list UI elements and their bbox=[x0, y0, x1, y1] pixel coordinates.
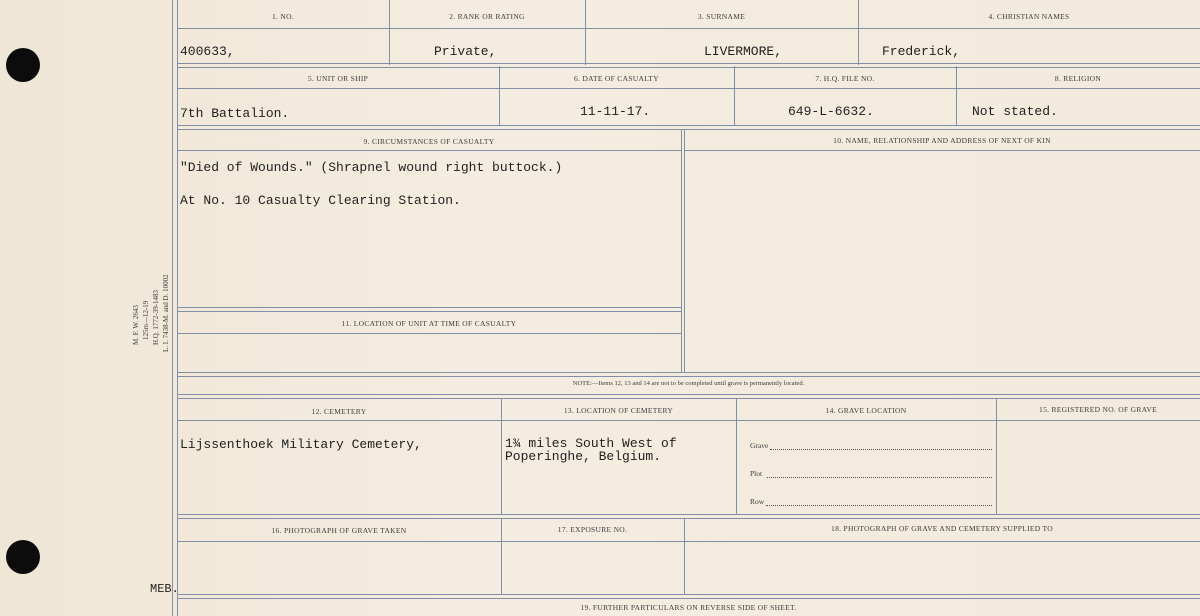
rule bbox=[177, 333, 681, 334]
circumstances-label: 9. CIRCUMSTANCES OF CASUALTY bbox=[363, 137, 495, 146]
photo-taken-label: 16. PHOTOGRAPH OF GRAVE TAKEN bbox=[271, 526, 407, 535]
rule bbox=[177, 420, 1200, 421]
rule bbox=[177, 88, 1200, 89]
rule bbox=[858, 0, 859, 65]
religion-value: Not stated. bbox=[972, 104, 1058, 119]
hq-reference: H.Q. 1772-39-1483 bbox=[152, 289, 160, 345]
grave-location-label: 14. GRAVE LOCATION bbox=[825, 406, 907, 415]
photo-supplied-label: 18. PHOTOGRAPH OF GRAVE AND CEMETERY SUPPLIED TO bbox=[831, 524, 1053, 533]
rule bbox=[736, 398, 737, 514]
christian-names-label: 4. CHRISTIAN NAMES bbox=[988, 12, 1070, 21]
row-field-line bbox=[766, 505, 992, 506]
row-field-label: Row bbox=[750, 497, 765, 506]
christian-names-value: Frederick, bbox=[882, 44, 961, 59]
plot-field-label: Plot bbox=[750, 469, 763, 478]
rule bbox=[177, 28, 1200, 29]
left-border bbox=[172, 0, 173, 616]
rule bbox=[585, 0, 586, 65]
cemetery-value: Lijssenthoek Military Cemetery, bbox=[180, 437, 422, 452]
grave-field-line bbox=[770, 449, 992, 450]
surname-value: LIVERMORE, bbox=[704, 44, 783, 59]
note-text: NOTE:—Items 12, 13 and 14 are not to be completed until grave is permanently located. bbox=[572, 380, 805, 387]
hq-file-label: 7. H.Q. FILE NO. bbox=[815, 74, 875, 83]
hq-file-value: 649-L-6632. bbox=[788, 104, 874, 119]
rule bbox=[389, 0, 390, 65]
rule bbox=[684, 150, 1200, 151]
religion-label: 8. RELIGION bbox=[1054, 74, 1102, 83]
cemetery-location-line1: 1¾ miles South West of bbox=[505, 436, 677, 451]
unit-label: 5. UNIT OR SHIP bbox=[307, 74, 369, 83]
location-of-unit-label: 11. LOCATION OF UNIT AT TIME OF CASUALTY bbox=[341, 319, 517, 328]
cemetery-location-line2: Poperinghe, Belgium. bbox=[505, 449, 662, 464]
rule bbox=[177, 372, 1200, 377]
unit-value: 7th Battalion. bbox=[180, 106, 290, 121]
rule bbox=[501, 398, 502, 514]
rank-value: Private, bbox=[434, 44, 497, 59]
rank-label: 2. RANK OR RATING bbox=[449, 12, 525, 21]
rule bbox=[177, 125, 1200, 130]
service-number: 400633, bbox=[180, 44, 235, 59]
clerk-initials: MEB. bbox=[150, 582, 179, 596]
rule bbox=[681, 129, 682, 372]
form-number: M. F. W. 2643 bbox=[132, 305, 140, 345]
exposure-no-label: 17. EXPOSURE NO. bbox=[557, 525, 628, 534]
plot-field-line bbox=[767, 477, 992, 478]
cemetery-label: 12. CEMETERY bbox=[311, 407, 367, 416]
surname-label: 3. SURNAME bbox=[697, 12, 746, 21]
print-run: 125m—12-19 bbox=[142, 300, 150, 340]
circumstances-line2: At No. 10 Casualty Clearing Station. bbox=[180, 193, 461, 208]
date-value: 11-11-17. bbox=[580, 104, 651, 119]
grave-field-label: Grave bbox=[750, 441, 769, 450]
no-label: 1. NO. bbox=[271, 12, 294, 21]
rule bbox=[177, 594, 1200, 599]
further-particulars-label: 19. FURTHER PARTICULARS ON REVERSE SIDE OF SHEET. bbox=[580, 603, 797, 612]
punch-hole bbox=[6, 48, 40, 82]
rule bbox=[177, 394, 1200, 399]
rule bbox=[177, 514, 1200, 519]
circumstances-line1: "Died of Wounds." (Shrapnel wound right buttock.) bbox=[180, 160, 563, 175]
li-reference: L. I. 7438-M. and D. 10002 bbox=[162, 274, 170, 352]
rule bbox=[684, 129, 685, 372]
rule bbox=[177, 307, 681, 312]
rule bbox=[177, 63, 1200, 68]
registered-no-label: 15. REGISTERED NO. OF GRAVE bbox=[1039, 405, 1157, 414]
location-of-cemetery-label: 13. LOCATION OF CEMETERY bbox=[563, 406, 674, 415]
rule bbox=[996, 398, 997, 514]
date-label: 6. DATE OF CASUALTY bbox=[573, 74, 659, 83]
rule bbox=[177, 150, 681, 151]
punch-hole bbox=[6, 540, 40, 574]
next-of-kin-label: 10. NAME, RELATIONSHIP AND ADDRESS OF NEXT OF KIN bbox=[833, 136, 1051, 145]
rule bbox=[177, 541, 1200, 542]
